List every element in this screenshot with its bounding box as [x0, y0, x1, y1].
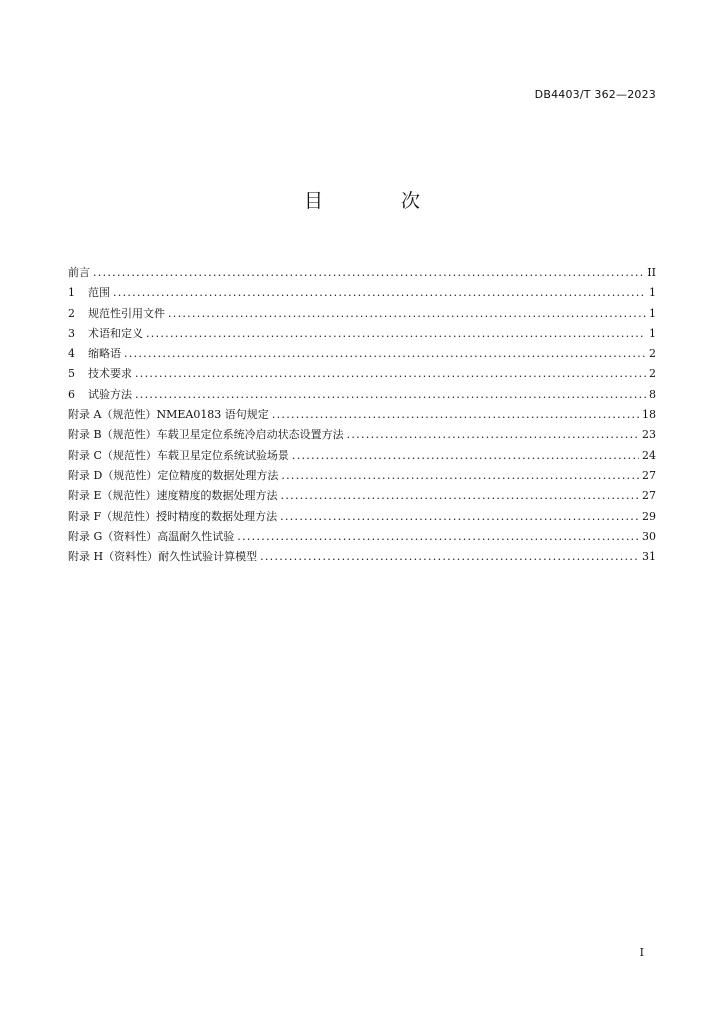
toc-entry[interactable]: [68, 467, 656, 487]
toc-appendix-tag: 附录 G（资料性）: [68, 529, 158, 543]
toc-entry-label: 耐久性试验计算模型: [158, 550, 258, 564]
toc-appendix-tag: 附录 B（规范性）: [68, 428, 157, 442]
toc-leader-dots: [347, 428, 639, 441]
toc-entry[interactable]: [68, 548, 656, 568]
toc-entry-label: 前言: [68, 266, 90, 279]
toc-entry-page: 8: [649, 387, 656, 401]
toc-entry-page: 31: [642, 550, 656, 564]
toc-leader-dots: [260, 550, 639, 563]
toc-entry-page: 27: [642, 468, 656, 482]
toc-appendix-tag: 附录 E（规范性）: [68, 489, 157, 503]
toc-entry-page: 24: [642, 448, 656, 462]
toc-leader-dots: [280, 510, 639, 523]
toc-leader-dots: [135, 388, 646, 401]
toc-appendix-tag: 附录 A（规范性）: [68, 408, 157, 422]
toc-entry-label: 车载卫星定位系统试验场景: [156, 448, 289, 462]
toc-entry[interactable]: [68, 406, 656, 426]
toc-entry-number: 2: [68, 306, 75, 320]
toc-entry-label: 试验方法: [88, 387, 132, 401]
page-number: I: [639, 946, 644, 959]
toc-entry-number: 1: [68, 286, 75, 300]
toc-entry-label: 速度精度的数据处理方法: [156, 489, 278, 503]
toc-entry-label: 术语和定义: [88, 326, 143, 340]
toc-entry-number: 6: [68, 387, 75, 401]
toc-entry-page: 23: [642, 428, 656, 442]
toc-appendix-tag: 附录 D（规范性）: [68, 468, 158, 482]
toc-entry-page: 18: [642, 408, 656, 422]
toc-entry-page: 29: [642, 509, 656, 523]
toc-entry[interactable]: [68, 447, 656, 467]
toc-entry-page: 1: [649, 306, 656, 320]
toc-entry-label: 授时精度的数据处理方法: [156, 509, 278, 523]
toc-entry[interactable]: [68, 264, 656, 284]
toc-leader-dots: [113, 286, 646, 299]
toc-leader-dots: [146, 327, 646, 340]
toc-appendix-tag: 附录 H（资料性）: [68, 550, 159, 564]
toc-entry-page: 1: [649, 326, 656, 340]
toc-entry[interactable]: [68, 345, 656, 365]
toc-entry-label: 范围: [88, 286, 110, 300]
toc-entry-number: 4: [68, 347, 75, 361]
toc-entry-label: NMEA0183 语句规定: [156, 408, 269, 422]
toc-entry[interactable]: [68, 426, 656, 446]
toc-leader-dots: [135, 367, 646, 380]
toc-entry[interactable]: [68, 508, 656, 528]
table-of-contents: [68, 264, 656, 568]
toc-entry[interactable]: [68, 386, 656, 406]
toc-entry[interactable]: [68, 284, 656, 304]
toc-entry[interactable]: [68, 528, 656, 548]
toc-leader-dots: [281, 469, 639, 482]
toc-entry-page: 30: [642, 529, 656, 543]
toc-entry-number: 3: [68, 326, 75, 340]
toc-leader-dots: [292, 449, 639, 462]
toc-entry-page: 1: [649, 286, 656, 300]
toc-entry-page: 2: [649, 367, 656, 381]
toc-leader-dots: [93, 266, 644, 279]
toc-entry-number: 5: [68, 367, 75, 381]
toc-entry-label: 定位精度的数据处理方法: [157, 468, 279, 482]
toc-appendix-tag: 附录 C（规范性）: [68, 448, 157, 462]
toc-entry-label: 技术要求: [88, 367, 132, 381]
toc-leader-dots: [168, 307, 646, 320]
toc-entry[interactable]: [68, 305, 656, 325]
toc-leader-dots: [237, 530, 639, 543]
toc-entry-label: 缩略语: [88, 347, 121, 361]
toc-entry[interactable]: [68, 365, 656, 385]
toc-entry-label: 高温耐久性试验: [157, 529, 235, 543]
toc-appendix-tag: 附录 F（规范性）: [68, 509, 157, 523]
document-code: DB4403/T 362—2023: [534, 88, 656, 101]
toc-leader-dots: [281, 489, 639, 502]
toc-entry-label: 车载卫星定位系统冷启动状态设置方法: [156, 428, 344, 442]
toc-leader-dots: [272, 408, 639, 421]
toc-entry-page: 2: [649, 347, 656, 361]
toc-entry-page: II: [647, 266, 656, 279]
toc-entry[interactable]: [68, 487, 656, 507]
toc-entry[interactable]: [68, 325, 656, 345]
toc-entry-label: 规范性引用文件: [88, 306, 165, 320]
toc-entry-page: 27: [642, 489, 656, 503]
page-title: 目 次: [303, 190, 457, 212]
toc-leader-dots: [124, 347, 646, 360]
